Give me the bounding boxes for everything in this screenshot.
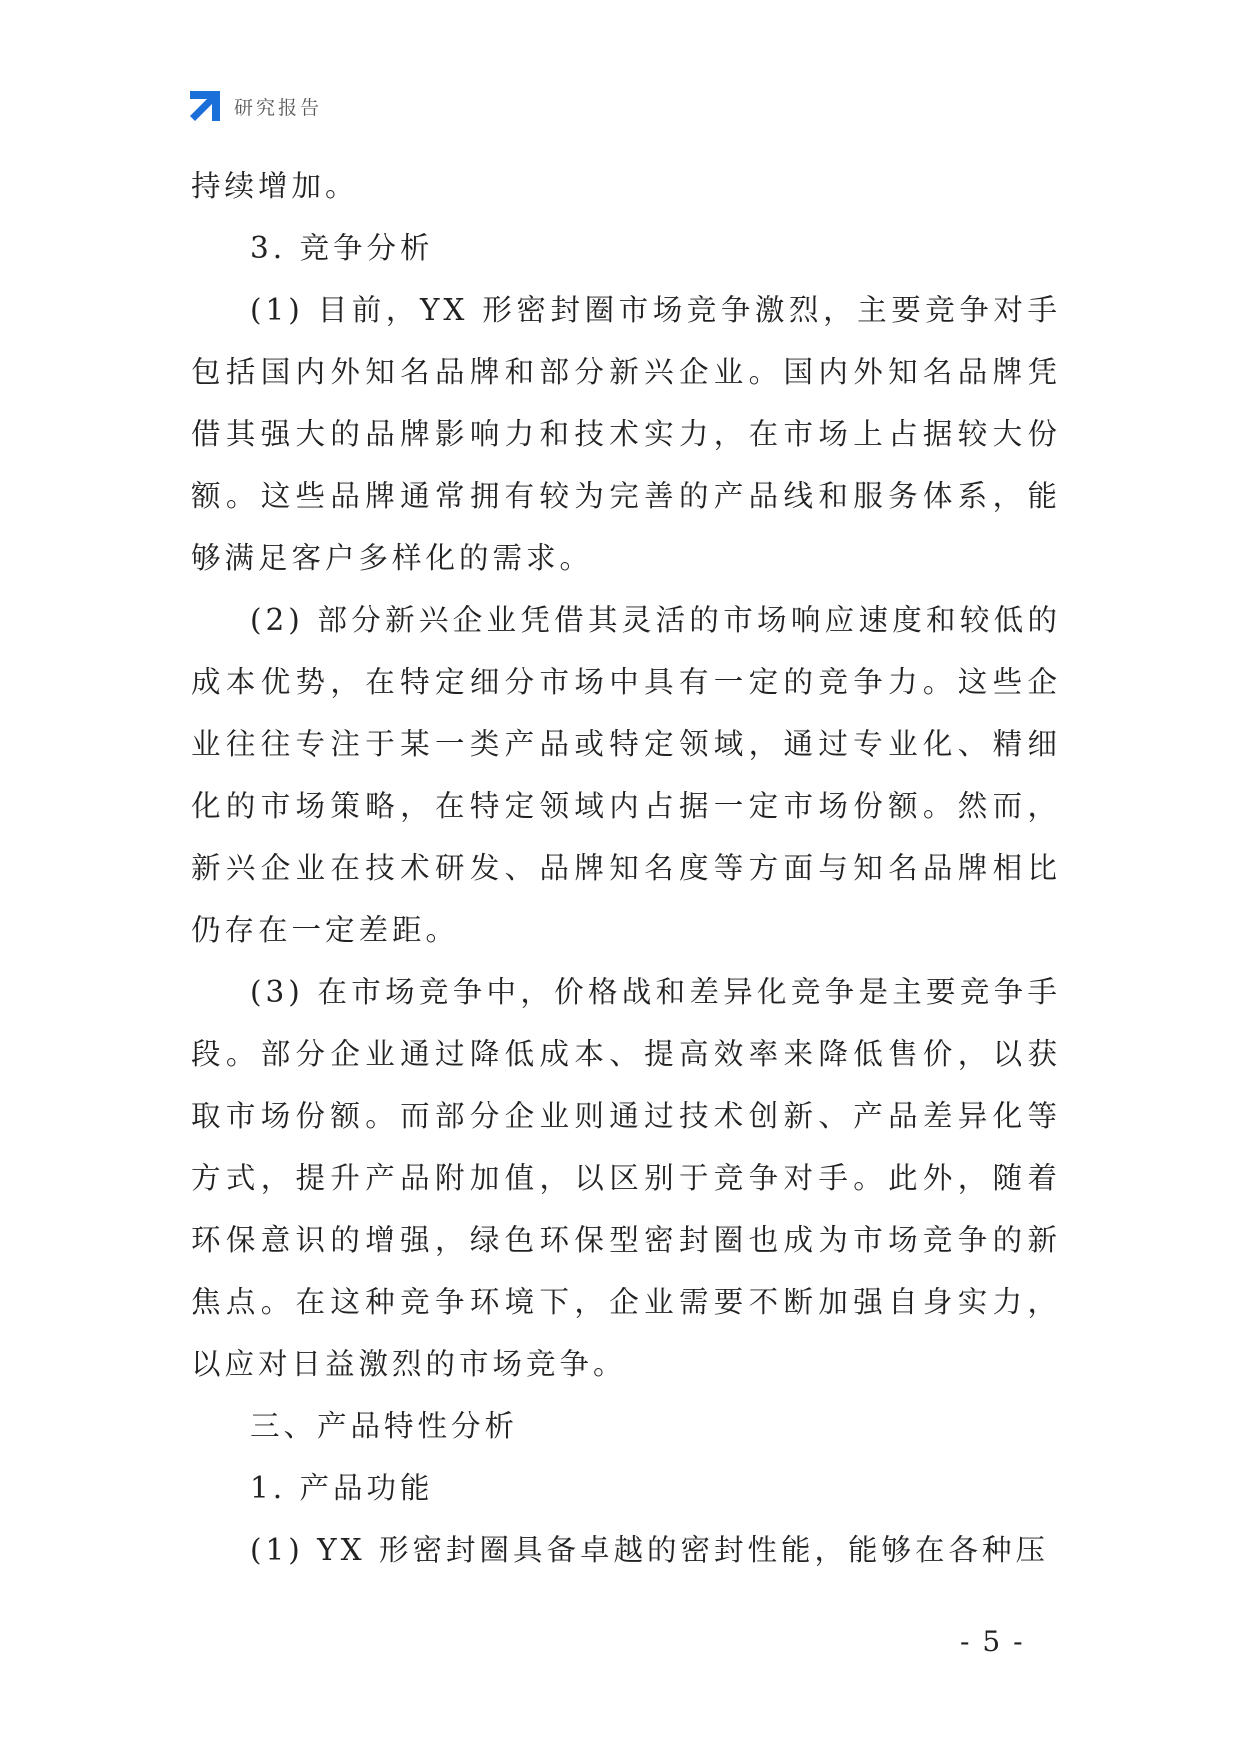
arrow-logo-icon xyxy=(188,89,222,123)
page-number: - 5 - xyxy=(960,1625,1025,1658)
header-title: 研究报告 xyxy=(234,96,323,119)
paragraph: (1) 目前，YX 形密封圈市场竞争激烈，主要竞争对手包括国内外知名品牌和部分新兴企业。国内外知名品牌凭借其强大的品牌影响力和技术实力，在市场上占据较大份额。这些品牌通常拥有较为完善的产品线和服务体系，能够满足客户多样化的需求。 xyxy=(191,293,1061,575)
paragraph: (1) YX 形密封圈具备卓越的密封性能，能够在各种压 xyxy=(250,1533,1050,1567)
section-heading-function: 1. 产品功能 xyxy=(250,1471,434,1505)
paragraph: (2) 部分新兴企业凭借其灵活的市场响应速度和较低的成本优势，在特定细分市场中具有一定的竞争力。这些企业往往专注于某一类产品或特定领域，通过专业化、精细化的市场策略，在特定领域内占据一定市场份额。然而，新兴企业在技术研发、品牌知名度等方面与知名品牌相比仍存在一定差距。 xyxy=(191,603,1061,947)
paragraph-continuation: 持续增加。 xyxy=(191,169,359,203)
page-header xyxy=(188,88,322,124)
section-heading-competition: 3. 竞争分析 xyxy=(250,231,434,265)
body-text xyxy=(191,155,1061,1581)
paragraph: (3) 在市场竞争中，价格战和差异化竞争是主要竞争手段。部分企业通过降低成本、提高效率来降低售价，以获取市场份额。而部分企业则通过技术创新、产品差异化等方式，提升产品附加值，以区别于竞争对手。此外，随着环保意识的增强，绿色环保型密封圈也成为市场竞争的新焦点。在这种竞争环境下，企业需要不断加强自身实力，以应对日益激烈的市场竞争。 xyxy=(191,975,1061,1381)
chapter-heading-product: 三、产品特性分析 xyxy=(250,1409,519,1443)
